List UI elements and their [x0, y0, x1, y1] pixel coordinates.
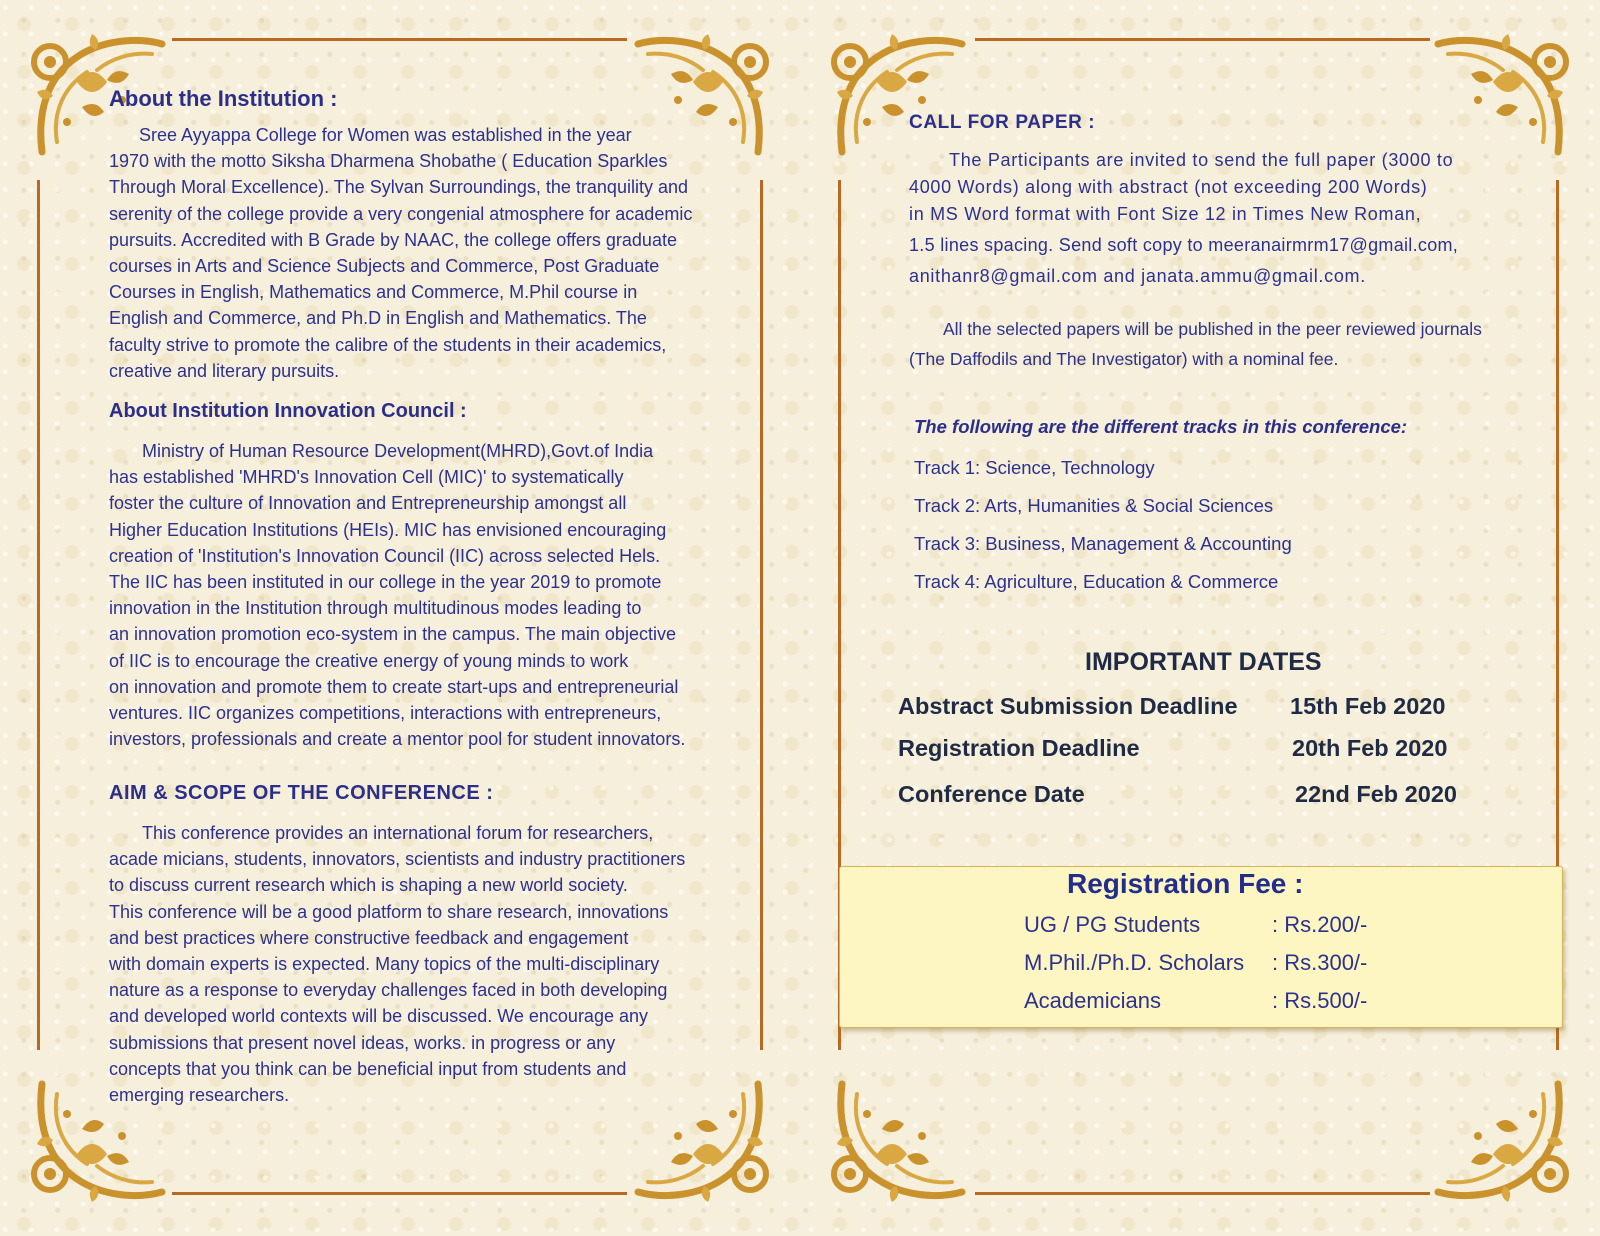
- text-line: Sree Ayyappa College for Women was established in the year: [139, 125, 632, 145]
- about-institution-heading: About the Institution :: [109, 86, 338, 111]
- text-line: pursuits. Accredited with B Grade by NAAC, the college offers graduate: [109, 229, 677, 250]
- text-line: anithanr8@gmail.com and janata.ammu@gmail.com.: [909, 266, 1366, 286]
- fee-label: UG / PG Students: [1024, 912, 1201, 937]
- bottom-border-line: [975, 1192, 1430, 1195]
- bottom-border-line: [172, 1192, 627, 1195]
- text-line: concepts that you think can be beneficial input from students and: [109, 1058, 627, 1079]
- call-for-paper-body: [909, 147, 1509, 290]
- fee-value: : Rs.200/-: [1272, 912, 1368, 937]
- text-line: and developed world contexts will be discussed. We encourage any: [109, 1006, 648, 1027]
- text-line: an innovation promotion eco-system in the campus. The main objective: [109, 624, 676, 645]
- text-line: emerging researchers.: [109, 1085, 290, 1106]
- text-line: All the selected papers will be published in the peer reviewed journals: [943, 319, 1482, 339]
- fee-value: : Rs.500/-: [1272, 988, 1368, 1013]
- date-label: Conference Date: [898, 781, 1085, 807]
- track-item: Track 2: Arts, Humanities & Social Sciences: [914, 495, 1274, 516]
- top-border-line: [172, 38, 627, 41]
- right-border-line: [760, 180, 763, 1050]
- text-line: with domain experts is expected. Many topics of the multi-disciplinary: [109, 954, 660, 975]
- text-line: to discuss current research which is shaping a new world society.: [109, 875, 628, 896]
- left-border-line: [37, 180, 40, 1050]
- text-line: This conference will be a good platform to share research, innovations: [109, 901, 669, 922]
- fee-label: Academicians: [1024, 988, 1161, 1013]
- call-for-paper-section: [909, 112, 1509, 374]
- text-line: Courses in English, Mathematics and Commerce, M.Phil course in: [109, 282, 638, 303]
- innovation-council-heading: About Institution Innovation Council :: [109, 400, 467, 422]
- aim-scope-section: [109, 782, 709, 1108]
- registration-fee-title: Registration Fee :: [1067, 868, 1304, 899]
- text-line: The IIC has been instituted in our college in the year 2019 to promote: [109, 572, 662, 593]
- track-item: Track 3: Business, Management & Accounting: [914, 533, 1292, 554]
- text-line: serenity of the college provide a very congenial atmosphere for academic: [109, 203, 693, 224]
- about-institution-body: [109, 122, 709, 384]
- text-line: The Participants are invited to send the full paper (3000 to: [949, 150, 1454, 170]
- fee-value: : Rs.300/-: [1272, 950, 1368, 975]
- text-line: (The Daffodils and The Investigator) with a nominal fee.: [909, 349, 1339, 369]
- text-line: submissions that present novel ideas, works. in progress or any: [109, 1032, 616, 1053]
- text-line: This conference provides an international forum for researchers,: [142, 823, 654, 843]
- text-line: faculty strive to promote the calibre of the students in their academics,: [109, 334, 667, 355]
- text-line: English and Commerce, and Ph.D in English and Mathematics. The: [109, 308, 647, 329]
- text-line: Higher Education Institutions (HEIs). MIC has envisioned encouraging: [109, 519, 667, 540]
- text-line: Ministry of Human Resource Development(MHRD),Govt.of India: [142, 441, 654, 461]
- aim-scope-body: [109, 820, 709, 1108]
- text-line: has established 'MHRD's Innovation Cell (MIC)' to systematically: [109, 467, 624, 488]
- tracks-intro: The following are the different tracks in this conference:: [914, 416, 1408, 437]
- text-line: 1970 with the motto Siksha Dharmena Shobathe ( Education Sparkles: [109, 151, 668, 172]
- top-border-line: [975, 38, 1430, 41]
- text-line: courses in Arts and Science Subjects and Commerce, Post Graduate: [109, 256, 660, 277]
- text-line: creative and literary pursuits.: [109, 360, 340, 381]
- fee-label: M.Phil./Ph.D. Scholars: [1024, 950, 1245, 975]
- text-line: nature as a response to everyday challenges faced in both developing: [109, 980, 668, 1001]
- important-dates-title: IMPORTANT DATES: [1085, 648, 1322, 676]
- text-line: investors, professionals and create a mentor pool for student innovators.: [109, 729, 686, 750]
- text-line: ventures. IIC organizes competitions, interactions with entrepreneurs,: [109, 703, 662, 724]
- date-value: 15th Feb 2020: [1290, 693, 1446, 719]
- track-item: Track 4: Agriculture, Education & Commerce: [914, 571, 1279, 592]
- text-line: innovation in the Institution through multitudinous modes leading to: [109, 598, 642, 619]
- text-line: creation of 'Institution's Innovation Council (IIC) across selected Hels.: [109, 545, 661, 566]
- text-line: on innovation and promote them to create start-ups and entrepreneurial: [109, 676, 679, 697]
- date-value: 20th Feb 2020: [1292, 735, 1448, 761]
- innovation-council-body: [109, 438, 709, 752]
- text-line: foster the culture of Innovation and Entrepreneurship amongst all: [109, 493, 627, 514]
- call-for-paper-heading: CALL FOR PAPER :: [909, 112, 1096, 133]
- corner-ornament-icon: [822, 1064, 972, 1214]
- text-line: of IIC is to encourage the creative energy of young minds to work: [109, 650, 629, 671]
- aim-scope-heading: AIM & SCOPE OF THE CONFERENCE :: [109, 782, 494, 804]
- text-line: 1.5 lines spacing. Send soft copy to meeranairmrm17@gmail.com,: [909, 235, 1459, 255]
- text-line: 4000 Words) along with abstract (not exceeding 200 Words): [909, 177, 1428, 197]
- innovation-council-section: [109, 400, 709, 752]
- text-line: acade micians, students, innovators, scientists and industry practitioners: [109, 849, 686, 870]
- date-label: Abstract Submission Deadline: [898, 693, 1238, 719]
- text-line: and best practices where constructive feedback and engagement: [109, 927, 629, 948]
- date-label: Registration Deadline: [898, 735, 1140, 761]
- track-item: Track 1: Science, Technology: [914, 457, 1155, 478]
- text-line: Through Moral Excellence). The Sylvan Surroundings, the tranquility and: [109, 177, 688, 198]
- publish-note: [909, 314, 1509, 374]
- about-institution-section: [109, 86, 709, 384]
- date-value: 22nd Feb 2020: [1295, 781, 1457, 807]
- corner-ornament-icon: [1428, 1064, 1578, 1214]
- text-line: in MS Word format with Font Size 12 in Times New Roman,: [909, 204, 1422, 224]
